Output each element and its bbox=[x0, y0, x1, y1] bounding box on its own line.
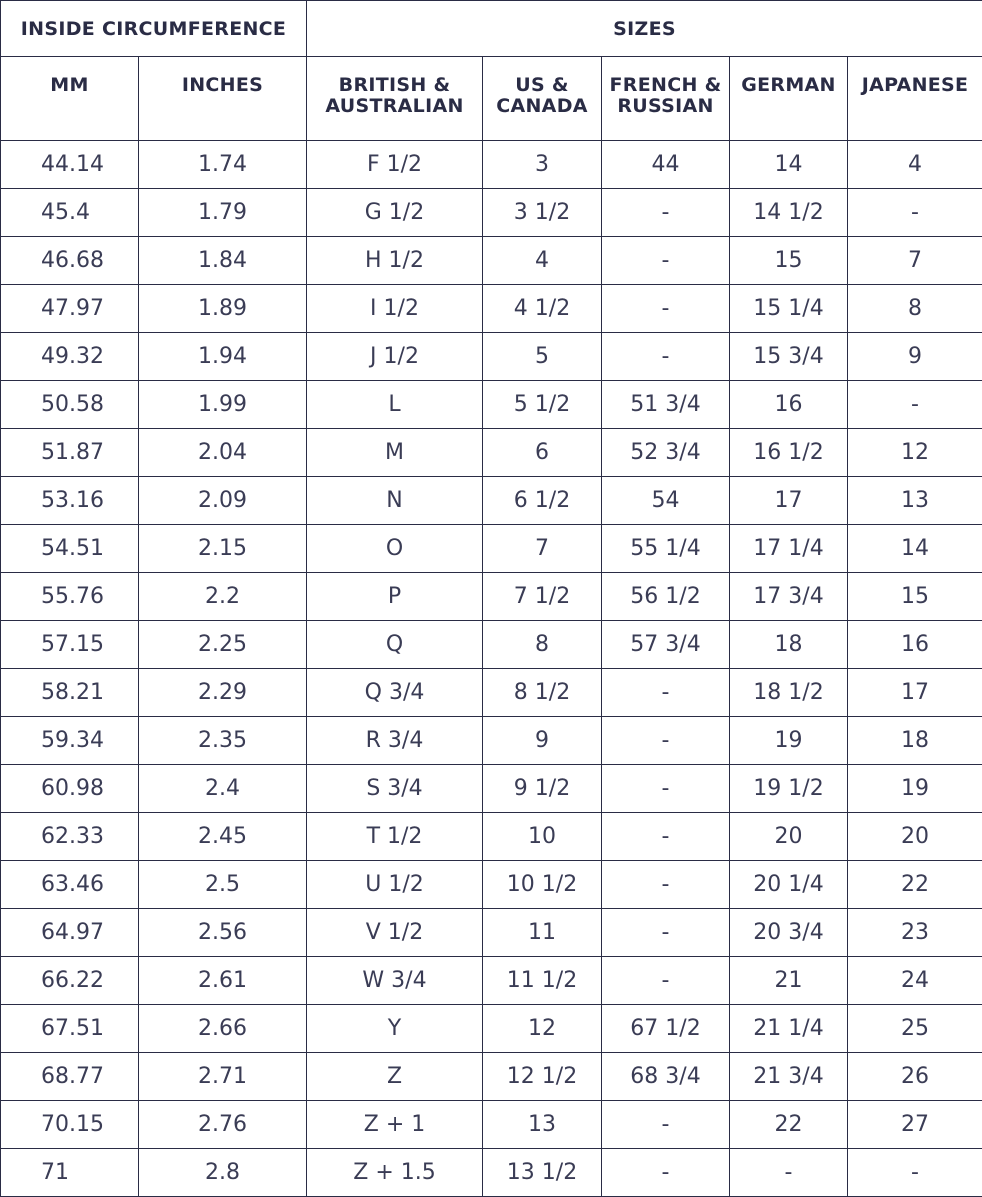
column-header-line: BRITISH & bbox=[307, 75, 482, 96]
cell-german: 16 bbox=[730, 381, 848, 429]
cell-french-russian: 52 3/4 bbox=[602, 429, 730, 477]
cell-german: 15 bbox=[730, 237, 848, 285]
cell-french-russian: - bbox=[602, 285, 730, 333]
cell-japanese: 12 bbox=[848, 429, 982, 477]
cell-german: 16 1/2 bbox=[730, 429, 848, 477]
cell-french-russian: 55 1/4 bbox=[602, 525, 730, 573]
cell-french-russian: 68 3/4 bbox=[602, 1053, 730, 1101]
column-header-line: CANADA bbox=[483, 96, 601, 117]
cell-british-australian: R 3/4 bbox=[307, 717, 483, 765]
sizes-header: SIZES bbox=[307, 1, 982, 57]
cell-us-canada: 4 bbox=[483, 237, 602, 285]
cell-japanese: 24 bbox=[848, 957, 982, 1005]
cell-british-australian: Q 3/4 bbox=[307, 669, 483, 717]
column-header-mm bbox=[1, 57, 139, 141]
cell-british-australian: U 1/2 bbox=[307, 861, 483, 909]
table-row bbox=[1, 381, 982, 429]
cell-inches: 1.94 bbox=[139, 333, 307, 381]
cell-mm: 59.34 bbox=[1, 717, 139, 765]
column-header-german bbox=[730, 57, 848, 141]
cell-us-canada: 8 bbox=[483, 621, 602, 669]
cell-japanese: 25 bbox=[848, 1005, 982, 1053]
cell-us-canada: 11 bbox=[483, 909, 602, 957]
column-header-us-canada bbox=[483, 57, 602, 141]
table-row bbox=[1, 477, 982, 525]
cell-french-russian: - bbox=[602, 189, 730, 237]
cell-mm: 49.32 bbox=[1, 333, 139, 381]
cell-german: 20 1/4 bbox=[730, 861, 848, 909]
column-header-row bbox=[1, 57, 982, 141]
cell-japanese: 17 bbox=[848, 669, 982, 717]
cell-us-canada: 5 bbox=[483, 333, 602, 381]
cell-mm: 57.15 bbox=[1, 621, 139, 669]
table-row bbox=[1, 957, 982, 1005]
cell-french-russian: 54 bbox=[602, 477, 730, 525]
cell-british-australian: Y bbox=[307, 1005, 483, 1053]
cell-japanese: - bbox=[848, 381, 982, 429]
cell-french-russian: - bbox=[602, 717, 730, 765]
cell-mm: 68.77 bbox=[1, 1053, 139, 1101]
cell-mm: 60.98 bbox=[1, 765, 139, 813]
cell-german: 21 1/4 bbox=[730, 1005, 848, 1053]
column-header-japanese bbox=[848, 57, 982, 141]
column-header-line: GERMAN bbox=[730, 75, 847, 96]
cell-mm: 51.87 bbox=[1, 429, 139, 477]
table-row bbox=[1, 189, 982, 237]
cell-us-canada: 6 1/2 bbox=[483, 477, 602, 525]
cell-japanese: 9 bbox=[848, 333, 982, 381]
cell-japanese: 7 bbox=[848, 237, 982, 285]
cell-german: 15 1/4 bbox=[730, 285, 848, 333]
cell-mm: 67.51 bbox=[1, 1005, 139, 1053]
cell-inches: 2.56 bbox=[139, 909, 307, 957]
cell-us-canada: 8 1/2 bbox=[483, 669, 602, 717]
cell-us-canada: 12 1/2 bbox=[483, 1053, 602, 1101]
table-row bbox=[1, 861, 982, 909]
cell-us-canada: 12 bbox=[483, 1005, 602, 1053]
cell-mm: 54.51 bbox=[1, 525, 139, 573]
cell-german: 17 bbox=[730, 477, 848, 525]
cell-french-russian: - bbox=[602, 333, 730, 381]
cell-japanese: - bbox=[848, 189, 982, 237]
cell-inches: 2.15 bbox=[139, 525, 307, 573]
column-header-line: JAPANESE bbox=[848, 75, 982, 96]
cell-inches: 1.84 bbox=[139, 237, 307, 285]
cell-us-canada: 13 1/2 bbox=[483, 1149, 602, 1197]
cell-inches: 2.5 bbox=[139, 861, 307, 909]
cell-inches: 2.61 bbox=[139, 957, 307, 1005]
cell-german: 21 3/4 bbox=[730, 1053, 848, 1101]
cell-french-russian: 67 1/2 bbox=[602, 1005, 730, 1053]
column-header-line: MM bbox=[1, 75, 138, 96]
cell-mm: 53.16 bbox=[1, 477, 139, 525]
cell-us-canada: 3 bbox=[483, 141, 602, 189]
cell-japanese: 18 bbox=[848, 717, 982, 765]
cell-british-australian: W 3/4 bbox=[307, 957, 483, 1005]
cell-french-russian: - bbox=[602, 1101, 730, 1149]
cell-british-australian: Q bbox=[307, 621, 483, 669]
cell-inches: 1.99 bbox=[139, 381, 307, 429]
column-header-inches bbox=[139, 57, 307, 141]
table-row bbox=[1, 621, 982, 669]
cell-japanese: 15 bbox=[848, 573, 982, 621]
table-row bbox=[1, 669, 982, 717]
cell-inches: 2.4 bbox=[139, 765, 307, 813]
cell-british-australian: O bbox=[307, 525, 483, 573]
table-row bbox=[1, 1101, 982, 1149]
table-row bbox=[1, 1053, 982, 1101]
cell-us-canada: 3 1/2 bbox=[483, 189, 602, 237]
table-row bbox=[1, 717, 982, 765]
cell-mm: 46.68 bbox=[1, 237, 139, 285]
cell-british-australian: T 1/2 bbox=[307, 813, 483, 861]
cell-japanese: - bbox=[848, 1149, 982, 1197]
cell-us-canada: 4 1/2 bbox=[483, 285, 602, 333]
cell-inches: 2.35 bbox=[139, 717, 307, 765]
cell-japanese: 27 bbox=[848, 1101, 982, 1149]
cell-british-australian: H 1/2 bbox=[307, 237, 483, 285]
cell-french-russian: 51 3/4 bbox=[602, 381, 730, 429]
cell-mm: 45.4 bbox=[1, 189, 139, 237]
cell-german: 21 bbox=[730, 957, 848, 1005]
cell-japanese: 13 bbox=[848, 477, 982, 525]
cell-british-australian: M bbox=[307, 429, 483, 477]
cell-mm: 66.22 bbox=[1, 957, 139, 1005]
cell-japanese: 16 bbox=[848, 621, 982, 669]
cell-french-russian: - bbox=[602, 1149, 730, 1197]
cell-german: 20 bbox=[730, 813, 848, 861]
cell-us-canada: 9 1/2 bbox=[483, 765, 602, 813]
cell-french-russian: 56 1/2 bbox=[602, 573, 730, 621]
cell-us-canada: 9 bbox=[483, 717, 602, 765]
cell-inches: 1.79 bbox=[139, 189, 307, 237]
cell-japanese: 19 bbox=[848, 765, 982, 813]
inside-circumference-header: INSIDE CIRCUMFERENCE bbox=[1, 1, 307, 57]
table-row bbox=[1, 333, 982, 381]
cell-german: 15 3/4 bbox=[730, 333, 848, 381]
cell-mm: 44.14 bbox=[1, 141, 139, 189]
table-row bbox=[1, 1149, 982, 1197]
cell-british-australian: S 3/4 bbox=[307, 765, 483, 813]
cell-inches: 2.76 bbox=[139, 1101, 307, 1149]
cell-us-canada: 7 1/2 bbox=[483, 573, 602, 621]
cell-inches: 2.29 bbox=[139, 669, 307, 717]
cell-mm: 71 bbox=[1, 1149, 139, 1197]
table-row bbox=[1, 1005, 982, 1053]
cell-japanese: 4 bbox=[848, 141, 982, 189]
cell-german: 17 3/4 bbox=[730, 573, 848, 621]
cell-german: 14 bbox=[730, 141, 848, 189]
cell-japanese: 8 bbox=[848, 285, 982, 333]
cell-inches: 1.89 bbox=[139, 285, 307, 333]
column-header-line: US & bbox=[483, 75, 601, 96]
cell-german: 20 3/4 bbox=[730, 909, 848, 957]
cell-inches: 1.74 bbox=[139, 141, 307, 189]
cell-french-russian: 57 3/4 bbox=[602, 621, 730, 669]
table-row bbox=[1, 813, 982, 861]
cell-inches: 2.71 bbox=[139, 1053, 307, 1101]
column-header-french-russian bbox=[602, 57, 730, 141]
cell-inches: 2.2 bbox=[139, 573, 307, 621]
cell-mm: 62.33 bbox=[1, 813, 139, 861]
cell-japanese: 26 bbox=[848, 1053, 982, 1101]
cell-german: - bbox=[730, 1149, 848, 1197]
cell-german: 18 1/2 bbox=[730, 669, 848, 717]
cell-inches: 2.04 bbox=[139, 429, 307, 477]
column-header-line: FRENCH & bbox=[602, 75, 729, 96]
cell-us-canada: 13 bbox=[483, 1101, 602, 1149]
table-row bbox=[1, 141, 982, 189]
cell-british-australian: I 1/2 bbox=[307, 285, 483, 333]
cell-french-russian: - bbox=[602, 813, 730, 861]
cell-german: 19 1/2 bbox=[730, 765, 848, 813]
cell-french-russian: - bbox=[602, 957, 730, 1005]
cell-us-canada: 11 1/2 bbox=[483, 957, 602, 1005]
cell-german: 18 bbox=[730, 621, 848, 669]
cell-mm: 64.97 bbox=[1, 909, 139, 957]
column-header-line: RUSSIAN bbox=[602, 96, 729, 117]
column-header-british-australian bbox=[307, 57, 483, 141]
table-row bbox=[1, 525, 982, 573]
cell-us-canada: 10 bbox=[483, 813, 602, 861]
cell-mm: 55.76 bbox=[1, 573, 139, 621]
table-row bbox=[1, 429, 982, 477]
cell-us-canada: 10 1/2 bbox=[483, 861, 602, 909]
table-row bbox=[1, 909, 982, 957]
cell-french-russian: - bbox=[602, 237, 730, 285]
cell-japanese: 23 bbox=[848, 909, 982, 957]
cell-french-russian: - bbox=[602, 669, 730, 717]
cell-british-australian: Z bbox=[307, 1053, 483, 1101]
cell-german: 14 1/2 bbox=[730, 189, 848, 237]
table-row bbox=[1, 573, 982, 621]
table-body bbox=[1, 141, 982, 1197]
cell-british-australian: J 1/2 bbox=[307, 333, 483, 381]
cell-inches: 2.8 bbox=[139, 1149, 307, 1197]
cell-inches: 2.66 bbox=[139, 1005, 307, 1053]
cell-french-russian: 44 bbox=[602, 141, 730, 189]
cell-mm: 47.97 bbox=[1, 285, 139, 333]
cell-inches: 2.25 bbox=[139, 621, 307, 669]
cell-british-australian: L bbox=[307, 381, 483, 429]
cell-british-australian: V 1/2 bbox=[307, 909, 483, 957]
cell-british-australian: P bbox=[307, 573, 483, 621]
cell-french-russian: - bbox=[602, 909, 730, 957]
cell-inches: 2.45 bbox=[139, 813, 307, 861]
column-header-line: AUSTRALIAN bbox=[307, 96, 482, 117]
cell-german: 17 1/4 bbox=[730, 525, 848, 573]
cell-japanese: 20 bbox=[848, 813, 982, 861]
cell-japanese: 14 bbox=[848, 525, 982, 573]
cell-us-canada: 6 bbox=[483, 429, 602, 477]
cell-british-australian: F 1/2 bbox=[307, 141, 483, 189]
table-row bbox=[1, 237, 982, 285]
cell-mm: 58.21 bbox=[1, 669, 139, 717]
cell-british-australian: Z + 1 bbox=[307, 1101, 483, 1149]
cell-mm: 70.15 bbox=[1, 1101, 139, 1149]
column-header-line: INCHES bbox=[139, 75, 306, 96]
cell-german: 19 bbox=[730, 717, 848, 765]
cell-japanese: 22 bbox=[848, 861, 982, 909]
cell-british-australian: Z + 1.5 bbox=[307, 1149, 483, 1197]
cell-french-russian: - bbox=[602, 765, 730, 813]
cell-german: 22 bbox=[730, 1101, 848, 1149]
cell-us-canada: 5 1/2 bbox=[483, 381, 602, 429]
cell-inches: 2.09 bbox=[139, 477, 307, 525]
cell-mm: 63.46 bbox=[1, 861, 139, 909]
cell-british-australian: N bbox=[307, 477, 483, 525]
table-row bbox=[1, 285, 982, 333]
cell-mm: 50.58 bbox=[1, 381, 139, 429]
group-header-row bbox=[1, 1, 982, 57]
cell-british-australian: G 1/2 bbox=[307, 189, 483, 237]
table-row bbox=[1, 765, 982, 813]
cell-french-russian: - bbox=[602, 861, 730, 909]
cell-us-canada: 7 bbox=[483, 525, 602, 573]
